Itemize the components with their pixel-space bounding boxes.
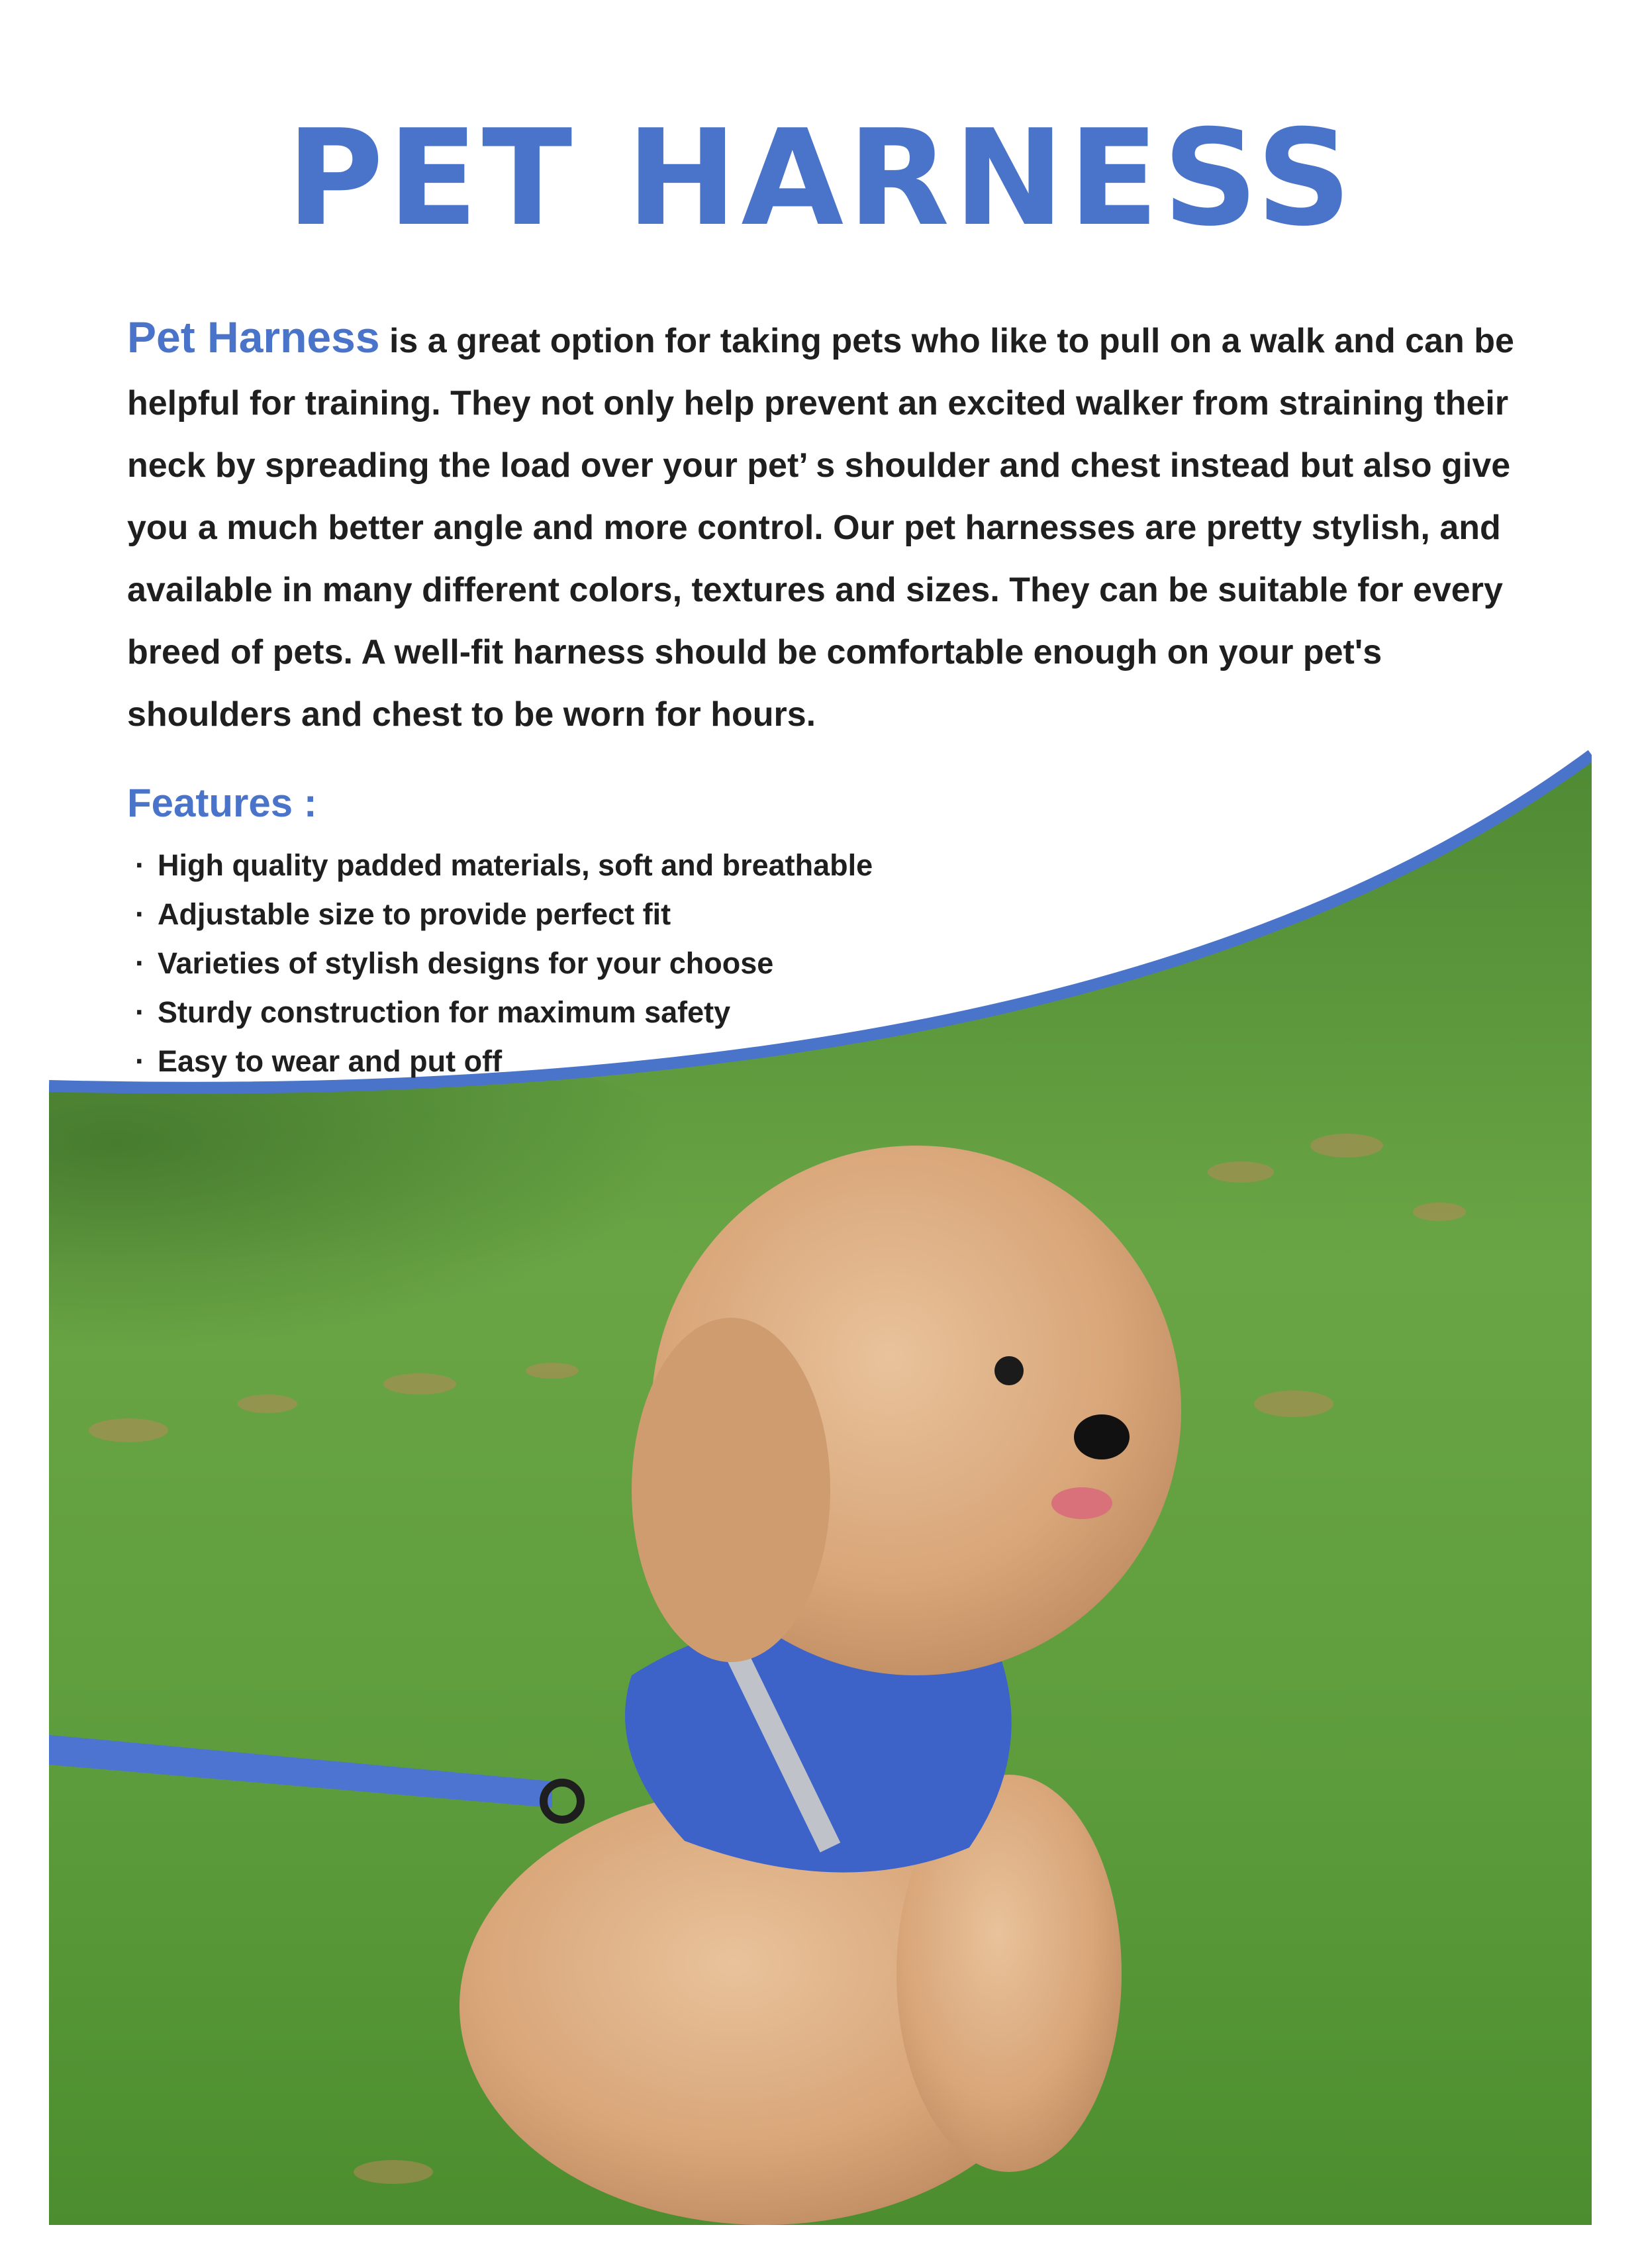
list-item: · Adjustable size to provide perfect fit: [135, 890, 1054, 939]
bullet: ·: [135, 848, 145, 882]
features-heading: Features :: [127, 781, 317, 825]
bullet: ·: [135, 995, 145, 1029]
list-item: · Sturdy construction for maximum safety: [135, 988, 1054, 1037]
list-item: · High quality padded materials, soft and breathable: [135, 841, 1054, 890]
page-title: PET HARNESS: [286, 101, 1356, 256]
bullet: ·: [135, 897, 145, 931]
dog-ear: [632, 1318, 830, 1662]
dog-tongue: [1051, 1487, 1112, 1519]
features-section: [127, 775, 1054, 1086]
features-list: [127, 841, 1054, 1086]
list-item: · Varieties of stylish designs for your choose: [135, 939, 1054, 988]
dog-eye: [994, 1356, 1024, 1385]
list-item: · Easy to wear and put off: [135, 1037, 1054, 1086]
intro-brand-name: Pet Harness: [127, 313, 380, 362]
bullet: ·: [135, 946, 145, 980]
intro-paragraph: [127, 306, 1531, 746]
intro-text: is a great option for taking pets who like to pull on a walk and can be helpful for training. They not only help prevent an excited walker from straining their neck by spreading the load over your pet’ s shoulder and chest instead but also give you a much better angle and more control. Our pet harnesses are pretty stylish, and available in many different colors, textures and sizes. They can be suitable for every breed of pets. A well-fit harness should be comfortable enough on your pet's shoulders and chest to be worn for hours.: [127, 322, 1514, 734]
bullet: ·: [135, 1044, 145, 1078]
dog-nose: [1074, 1414, 1130, 1459]
